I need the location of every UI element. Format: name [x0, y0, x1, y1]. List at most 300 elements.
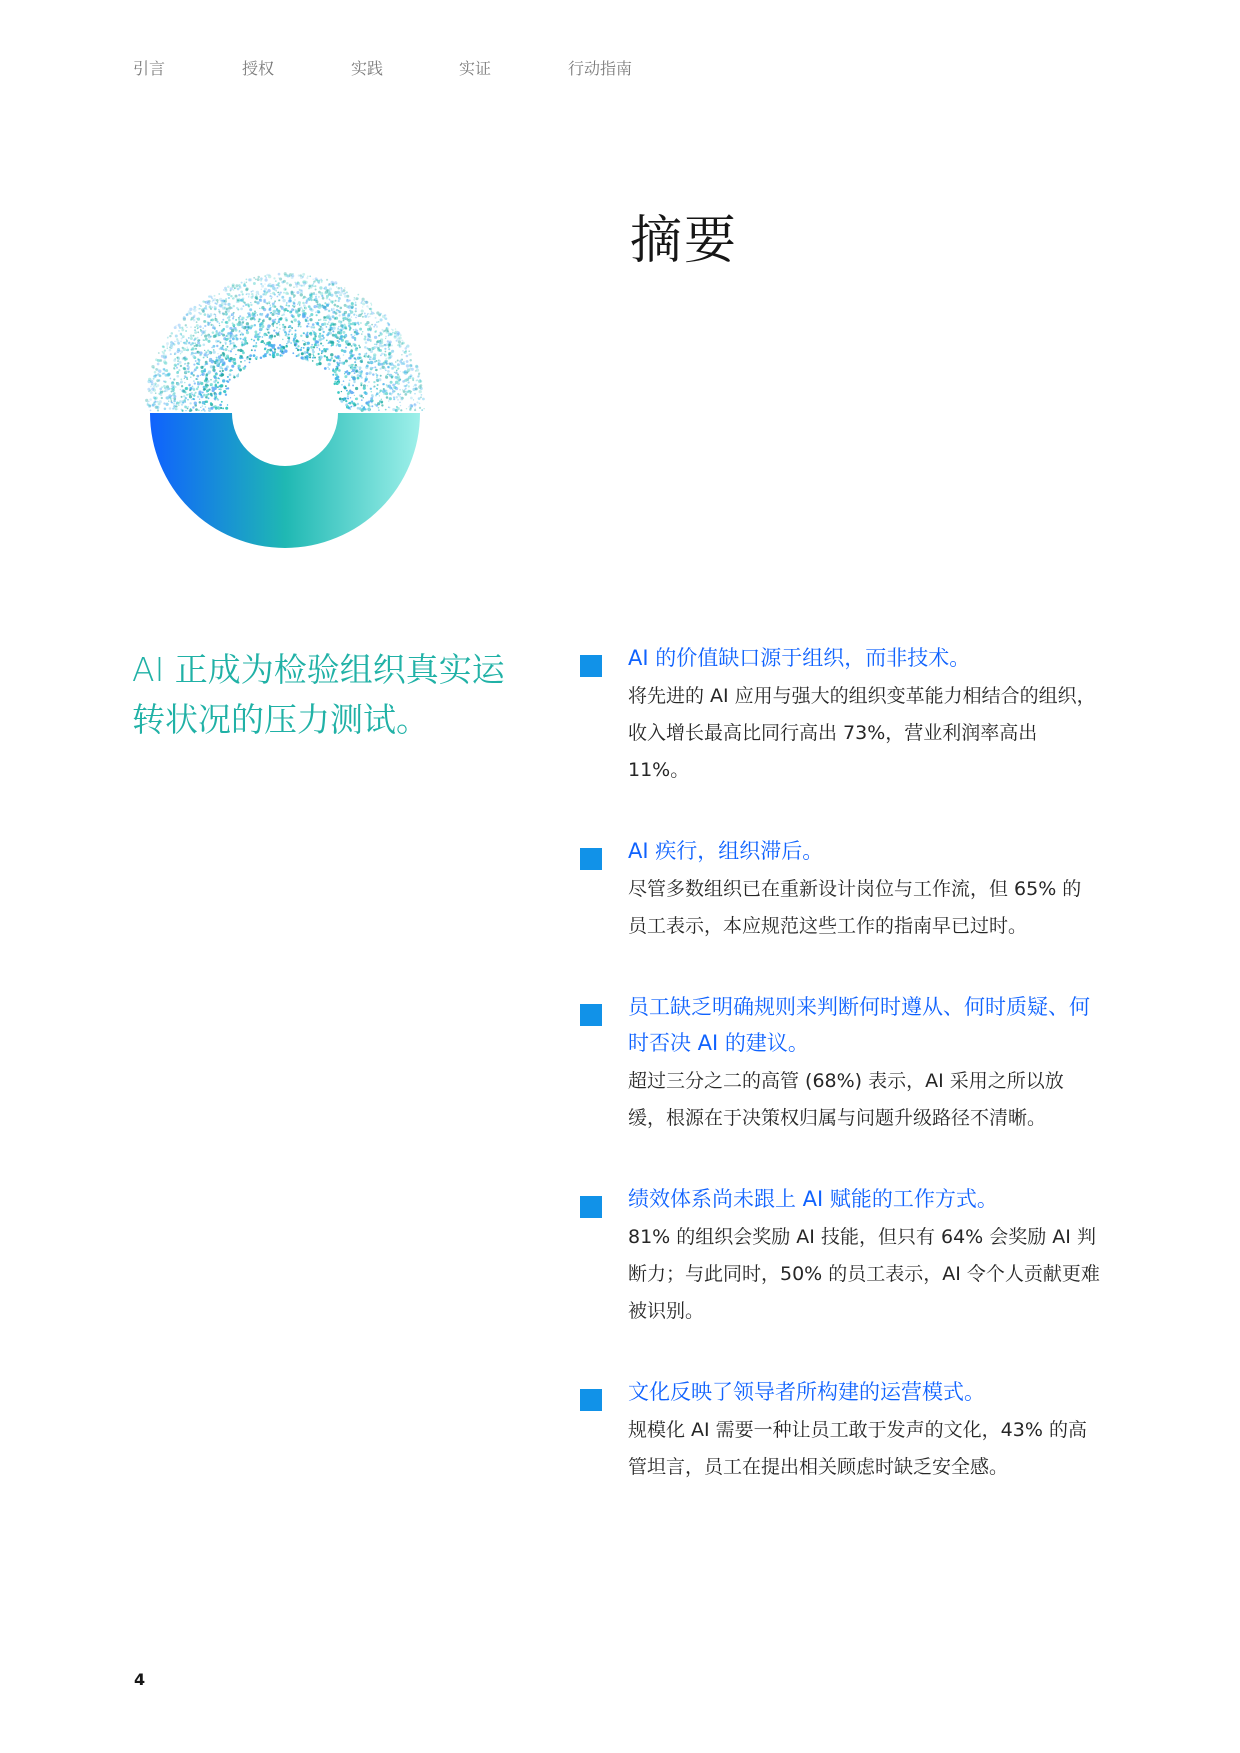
particle-dot	[160, 390, 162, 392]
particle-dot	[274, 300, 276, 302]
particle-dot	[365, 377, 367, 379]
particle-dot	[371, 405, 373, 407]
particle-dot	[277, 296, 279, 298]
particle-dot	[158, 374, 161, 377]
particle-dot	[344, 326, 347, 329]
particle-dot	[345, 319, 346, 320]
particle-dot	[281, 296, 284, 299]
particle-dot	[154, 400, 157, 403]
particle-dot	[195, 360, 197, 362]
particle-dot	[313, 337, 316, 340]
particle-dot	[314, 357, 316, 359]
particle-dot	[263, 334, 265, 336]
particle-dot	[371, 304, 372, 305]
particle-dot	[390, 333, 393, 336]
particle-dot	[177, 348, 180, 351]
particle-dot	[194, 402, 197, 405]
particle-dot	[351, 336, 354, 339]
particle-dot	[359, 356, 362, 359]
particle-dot	[395, 387, 396, 388]
particle-dot	[392, 375, 394, 377]
particle-dot	[357, 403, 359, 405]
nav-item-authorization[interactable]: 授权	[242, 59, 275, 78]
particle-dot	[225, 289, 227, 291]
particle-dot	[293, 302, 296, 305]
particle-dot	[337, 367, 339, 369]
particle-dot	[419, 403, 421, 405]
particle-dot	[312, 285, 314, 287]
particle-dot	[226, 309, 227, 310]
particle-dot	[415, 408, 416, 409]
particle-dot	[217, 364, 219, 366]
particle-dot	[258, 320, 260, 322]
particle-dot	[401, 362, 404, 365]
particle-dot	[343, 354, 345, 356]
particle-dot	[377, 364, 378, 365]
particle-dot	[264, 288, 267, 291]
finding-body: 将先进的 AI 应用与强大的组织变革能力相结合的组织，收入增长最高比同行高出 73%，营业利润率高出 11%。	[628, 685, 1096, 781]
particle-dot	[190, 337, 193, 340]
particle-dot	[309, 318, 312, 321]
particle-dot	[408, 354, 410, 356]
particle-dot	[313, 305, 316, 308]
particle-dot	[353, 354, 354, 355]
particle-dot	[338, 287, 341, 290]
particle-dot	[336, 296, 338, 298]
particle-dot	[228, 315, 231, 318]
particle-dot	[218, 309, 219, 310]
particle-dot	[355, 317, 357, 319]
particle-dot	[245, 338, 246, 339]
particle-dot	[198, 361, 200, 363]
particle-dot	[297, 304, 298, 305]
particle-dot	[328, 329, 331, 332]
particle-dot	[336, 309, 339, 312]
particle-dot	[306, 277, 308, 279]
particle-dot	[373, 357, 376, 360]
nav-item-evidence[interactable]: 实证	[459, 59, 492, 78]
particle-dot	[262, 307, 264, 309]
particle-dot	[326, 297, 328, 299]
particle-dot	[329, 326, 331, 328]
particle-dot	[355, 303, 357, 305]
particle-dot	[380, 375, 382, 377]
particle-dot	[323, 322, 326, 325]
particle-dot	[288, 333, 290, 335]
particle-dot	[269, 354, 271, 356]
particle-dot	[264, 283, 265, 284]
particle-dot	[172, 389, 175, 392]
particle-dot	[354, 372, 356, 374]
particle-dot	[353, 329, 354, 330]
particle-dot	[415, 365, 418, 368]
particle-dot	[344, 287, 345, 288]
particle-dot	[414, 393, 416, 395]
particle-dot	[278, 293, 280, 295]
particle-dot	[235, 295, 238, 298]
particle-dot	[176, 367, 178, 369]
particle-dot	[369, 358, 371, 360]
particle-dot	[279, 344, 281, 346]
particle-dot	[335, 373, 338, 376]
particle-dot	[400, 371, 401, 372]
particle-dot	[180, 350, 183, 353]
particle-dot	[367, 355, 369, 357]
particle-dot	[339, 357, 341, 359]
particle-dot	[160, 393, 163, 396]
particle-dot	[293, 306, 295, 308]
finding-item	[580, 1374, 1100, 1486]
particle-dot	[174, 326, 177, 329]
particle-dot	[227, 346, 229, 348]
particle-dot	[309, 298, 311, 300]
particle-dot	[383, 393, 385, 395]
particle-dot	[367, 316, 369, 318]
particle-dot	[176, 340, 179, 343]
particle-dot	[342, 317, 344, 319]
particle-dot	[223, 289, 225, 291]
particle-dot	[388, 344, 391, 347]
particle-dot	[294, 299, 295, 300]
particle-dot	[288, 327, 290, 329]
particle-dot	[318, 328, 321, 331]
particle-dot	[414, 384, 417, 387]
particle-dot	[410, 407, 412, 409]
particle-dot	[231, 348, 232, 349]
particle-dot	[332, 327, 335, 330]
particle-dot	[195, 408, 198, 411]
particle-dot	[358, 345, 360, 347]
particle-dot	[303, 332, 304, 333]
particle-dot	[286, 304, 288, 306]
particle-dot	[362, 306, 363, 307]
particle-dot	[229, 337, 232, 340]
particle-dot	[227, 317, 228, 318]
particle-dot	[379, 395, 380, 396]
finding-item	[580, 833, 1100, 945]
particle-dot	[250, 317, 253, 320]
particle-dot	[219, 385, 221, 387]
particle-dot	[339, 337, 342, 340]
particle-dot	[280, 350, 282, 352]
particle-dot	[267, 349, 269, 351]
particle-dot	[262, 336, 264, 338]
particle-dot	[201, 334, 202, 335]
particle-dot	[236, 374, 239, 377]
particle-dot	[355, 348, 358, 351]
particle-dot	[370, 367, 373, 370]
particle-dot	[215, 379, 217, 381]
particle-dot	[173, 343, 174, 344]
particle-dot	[290, 342, 292, 344]
particle-dot	[151, 365, 154, 368]
particle-dot	[391, 350, 394, 353]
particle-dot	[170, 353, 172, 355]
particle-dot	[256, 297, 259, 300]
particle-dot	[184, 359, 186, 361]
particle-dot	[263, 300, 266, 303]
particle-dot	[230, 350, 232, 352]
particle-dot	[206, 400, 209, 403]
particle-dot	[274, 348, 276, 350]
particle-dot	[273, 312, 276, 315]
particle-dot	[190, 408, 192, 410]
particle-dot	[246, 331, 249, 334]
particle-half	[145, 272, 425, 412]
particle-dot	[395, 396, 398, 399]
particle-dot	[279, 354, 281, 356]
particle-dot	[297, 313, 300, 316]
particle-dot	[318, 335, 321, 338]
particle-dot	[267, 329, 269, 331]
particle-dot	[270, 305, 271, 306]
particle-dot	[293, 341, 295, 343]
particle-dot	[325, 309, 327, 311]
particle-dot	[356, 334, 358, 336]
particle-dot	[320, 326, 322, 328]
particle-dot	[234, 288, 235, 289]
particle-dot	[246, 294, 247, 295]
particle-dot	[377, 402, 380, 405]
particle-dot	[254, 301, 257, 304]
particle-dot	[239, 349, 242, 352]
particle-dot	[222, 319, 224, 321]
particle-dot	[208, 409, 211, 412]
particle-dot	[400, 334, 402, 336]
particle-dot	[384, 314, 386, 316]
particle-dot	[284, 311, 285, 312]
particle-dot	[188, 337, 190, 339]
particle-dot	[319, 333, 321, 335]
particle-dot	[346, 291, 348, 293]
particle-dot	[384, 354, 387, 357]
particle-dot	[383, 362, 386, 365]
particle-dot	[376, 346, 378, 348]
particle-dot	[207, 349, 209, 351]
particle-dot	[204, 334, 207, 337]
particle-dot	[351, 316, 352, 317]
particle-dot	[380, 318, 383, 321]
particle-dot	[359, 366, 362, 369]
particle-dot	[376, 388, 378, 390]
particle-dot	[274, 288, 277, 291]
particle-dot	[225, 348, 228, 351]
particle-dot	[219, 348, 221, 350]
square-bullet-icon	[580, 1196, 602, 1218]
particle-dot	[362, 302, 365, 305]
particle-dot	[193, 316, 194, 317]
particle-dot	[256, 336, 259, 339]
particle-dot	[322, 345, 323, 346]
particle-dot	[385, 351, 387, 353]
particle-dot	[276, 313, 278, 315]
particle-dot	[316, 347, 318, 349]
particle-dot	[215, 332, 218, 335]
particle-dot	[324, 367, 327, 370]
particle-dot	[196, 321, 198, 323]
particle-dot	[355, 324, 356, 325]
particle-dot	[232, 328, 233, 329]
particle-dot	[253, 339, 255, 341]
particle-dot	[276, 309, 279, 312]
particle-dot	[358, 353, 361, 356]
particle-dot	[225, 358, 227, 360]
particle-dot	[196, 375, 199, 378]
particle-dot	[177, 371, 178, 372]
particle-dot	[199, 398, 200, 399]
particle-dot	[369, 373, 371, 375]
particle-dot	[190, 334, 193, 337]
particle-dot	[299, 304, 301, 306]
particle-dot	[284, 350, 287, 353]
particle-dot	[366, 372, 369, 375]
particle-dot	[371, 324, 373, 326]
particle-dot	[344, 311, 347, 314]
particle-dot	[381, 353, 383, 355]
particle-dot	[204, 320, 206, 322]
particle-dot	[261, 325, 264, 328]
particle-dot	[248, 296, 249, 297]
particle-dot	[350, 408, 352, 410]
particle-dot	[189, 312, 192, 315]
particle-dot	[180, 353, 181, 354]
particle-dot	[313, 331, 315, 333]
particle-dot	[293, 287, 294, 288]
particle-dot	[173, 387, 174, 388]
particle-dot	[303, 280, 306, 283]
particle-dot	[361, 399, 363, 401]
finding-heading: 文化反映了领导者所构建的运营模式。	[628, 1380, 985, 1404]
particle-dot	[246, 322, 249, 325]
particle-dot	[190, 326, 192, 328]
particle-dot	[174, 354, 176, 356]
particle-dot	[288, 305, 289, 306]
particle-dot	[330, 353, 333, 356]
particle-dot	[397, 382, 400, 385]
particle-dot	[344, 337, 346, 339]
particle-dot	[361, 300, 363, 302]
particle-dot	[301, 352, 304, 355]
nav-item-practice[interactable]: 实践	[351, 59, 384, 78]
particle-dot	[197, 386, 199, 388]
particle-dot	[248, 305, 250, 307]
particle-dot	[413, 386, 414, 387]
particle-dot	[189, 393, 192, 396]
particle-dot	[220, 384, 223, 387]
particle-dot	[309, 275, 311, 277]
particle-dot	[355, 397, 358, 400]
particle-dot	[229, 379, 231, 381]
particle-dot	[155, 358, 158, 361]
particle-dot	[295, 339, 298, 342]
particle-dot	[232, 370, 233, 371]
particle-dot	[317, 303, 319, 305]
particle-dot	[340, 291, 343, 294]
particle-dot	[176, 375, 179, 378]
particle-dot	[298, 323, 301, 326]
particle-dot	[400, 394, 402, 396]
particle-dot	[207, 313, 209, 315]
particle-dot	[215, 315, 217, 317]
particle-dot	[391, 392, 393, 394]
particle-dot	[255, 278, 257, 280]
particle-dot	[418, 373, 420, 375]
particle-dot	[305, 358, 307, 360]
particle-dot	[206, 373, 209, 376]
particle-dot	[163, 368, 166, 371]
particle-dot	[153, 385, 155, 387]
particle-dot	[416, 380, 418, 382]
particle-dot	[379, 392, 381, 394]
square-bullet-icon	[580, 848, 602, 870]
particle-dot	[318, 362, 321, 365]
particle-dot	[235, 337, 238, 340]
particle-dot	[374, 313, 375, 314]
particle-dot	[248, 293, 251, 296]
particle-dot	[353, 402, 356, 405]
particle-dot	[307, 342, 310, 345]
particle-dot	[332, 334, 335, 337]
particle-dot	[326, 279, 328, 281]
particle-dot	[300, 274, 302, 276]
particle-dot	[384, 348, 386, 350]
particle-dot	[222, 379, 225, 382]
particle-dot	[301, 289, 303, 291]
particle-dot	[420, 384, 423, 387]
particle-dot	[385, 358, 386, 359]
particle-dot	[164, 349, 166, 351]
particle-dot	[289, 299, 292, 302]
particle-dot	[267, 324, 270, 327]
particle-dot	[309, 356, 311, 358]
particle-dot	[319, 286, 322, 289]
particle-dot	[410, 397, 413, 400]
particle-dot	[374, 344, 375, 345]
particle-dot	[355, 310, 357, 312]
particle-dot	[286, 282, 289, 285]
particle-dot	[225, 385, 227, 387]
particle-dot	[197, 358, 199, 360]
particle-dot	[368, 381, 369, 382]
particle-dot	[188, 342, 191, 345]
particle-dot	[204, 307, 207, 310]
nav-item-intro[interactable]: 引言	[133, 59, 166, 78]
particle-dot	[350, 391, 353, 394]
particle-dot	[219, 342, 221, 344]
particle-dot	[384, 344, 386, 346]
particle-dot	[232, 297, 235, 300]
particle-dot	[156, 369, 159, 372]
particle-dot	[259, 308, 260, 309]
particle-dot	[249, 354, 252, 357]
particle-dot	[360, 370, 363, 373]
particle-dot	[313, 346, 315, 348]
particle-dot	[286, 345, 288, 347]
particle-dot	[218, 311, 220, 313]
particle-dot	[376, 343, 378, 345]
particle-dot	[229, 370, 231, 372]
particle-dot	[368, 307, 369, 308]
particle-dot	[274, 310, 276, 312]
particle-dot	[256, 334, 258, 336]
particle-dot	[388, 407, 389, 408]
particle-dot	[412, 388, 415, 391]
particle-dot	[349, 319, 352, 322]
particle-dot	[403, 390, 406, 393]
particle-dot	[340, 323, 342, 325]
particle-dot	[273, 326, 274, 327]
nav-item-action-guide[interactable]: 行动指南	[568, 59, 633, 78]
